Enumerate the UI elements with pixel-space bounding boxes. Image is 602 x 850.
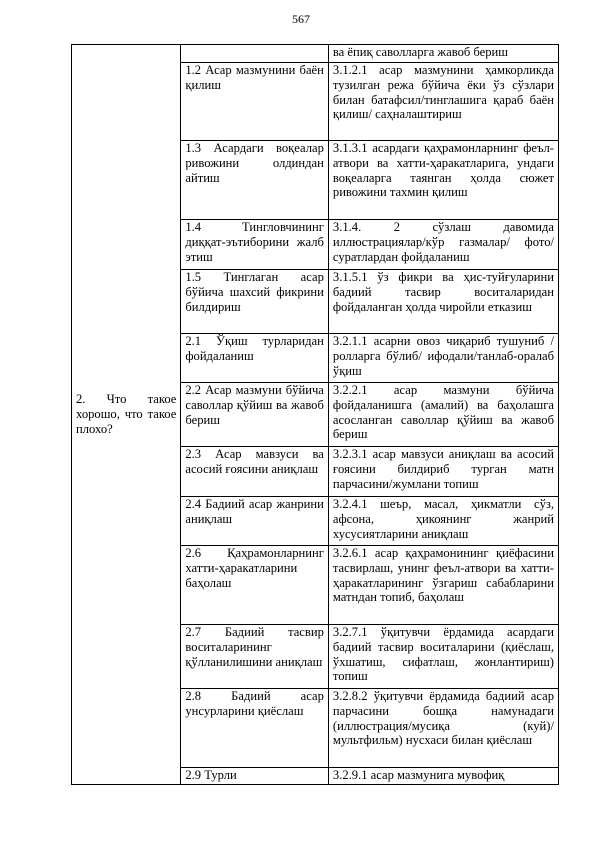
content-text: 3.1.3.1 асардаги қаҳрамонларнинг феъл-атвори ва хатти-ҳаракатларига, ундаги воқеаларга таянган ҳолда сюжет ривожини тахмин қилиш xyxy=(332,141,554,200)
content-cell xyxy=(328,447,558,497)
content-text: 3.2.2.1 асар мазмуни бўйича фойдаланишга (амалий) ва баҳолашга асосланган саволлар қўйиш ва жавоб бериш xyxy=(332,383,554,442)
goal-cell xyxy=(181,383,329,447)
content-text: ва ёпиқ саволларга жавоб бериш xyxy=(332,45,508,59)
content-cell xyxy=(328,141,558,220)
section-title: 2. Что такое хорошо, что такое плохо? xyxy=(76,392,177,436)
content-cell xyxy=(328,497,558,546)
content-text: 3.2.3.1 асар мавзуси аниқлаш ва асосий ғоясини билдириб турган матн парчасини/жумлани топиш xyxy=(332,447,554,491)
goal-cell xyxy=(181,45,329,63)
content-text: 3.2.6.1 асар қаҳрамонининг қиёфасини тасвирлаш, унинг феъл-атвори ва хатти-ҳаракатларининг ўзгариш сабабларини матндан топиб, баҳолаш xyxy=(332,546,554,605)
goal-text: 1.3 Асардаги воқеалар ривожини олдиндан айтиш xyxy=(185,141,324,185)
section-cell xyxy=(72,45,181,785)
content-text: 3.2.9.1 асар мазмунига мувофиқ xyxy=(332,768,505,782)
content-text: 3.1.4. 2 сўзлаш давомида иллюстрациялар/кўр газмалар/ фото/суратлардан фойдаланиш xyxy=(332,220,554,264)
goal-text: 1.5 Тинглаган асар бўйича шахсий фикрини билдириш xyxy=(185,270,324,314)
goal-text: 2.3 Асар мавзуси ва асосий ғоясини аниқлаш xyxy=(185,447,324,476)
content-cell xyxy=(328,768,558,785)
goal-cell xyxy=(181,63,329,141)
goal-text: 2.8 Бадиий асар унсурларини қиёслаш xyxy=(185,689,324,718)
goal-cell xyxy=(181,625,329,689)
content-text: 3.1.5.1 ўз фикри ва ҳис-туйғуларини бадиий тасвир воситаларидан фойдаланган ҳолда чиройли етказиш xyxy=(332,270,554,314)
goal-cell xyxy=(181,220,329,270)
goal-cell xyxy=(181,270,329,334)
content-cell xyxy=(328,546,558,625)
content-cell xyxy=(328,334,558,383)
goal-text: 2.7 Бадиий тасвир воситаларининг қўлланилишини аниқлаш xyxy=(185,625,324,669)
goal-text: 2.4 Бадиий асар жанрини аниқлаш xyxy=(185,497,324,526)
goal-cell xyxy=(181,768,329,785)
goal-text: 2.1 Ўқиш турларидан фойдаланиш xyxy=(185,334,324,363)
page-number: 567 xyxy=(292,12,310,26)
goal-text: 2.9 Турли xyxy=(185,768,237,782)
goal-cell xyxy=(181,334,329,383)
content-cell xyxy=(328,270,558,334)
content-text: 3.2.8.2 ўқитувчи ёрдамида бадиий асар парчасини бошқа намунадаги (иллюстрация/мусиқа (куй)/ мультфильм) нусхаси билан қиёслаш xyxy=(332,689,554,748)
goal-text: 1.4 Тингловчининг диққат-эътиборини жалб этиш xyxy=(185,220,324,264)
goal-text: 2.6 Қаҳрамонларнинг хатти-ҳаракатларини баҳолаш xyxy=(185,546,324,590)
content-text: 3.1.2.1 асар мазмунини ҳамкорликда тузилган режа бўйича ёки ўз сўзлари билан батафсил/тинглашига қараб баён қилиш/ саҳналаштириш xyxy=(332,63,554,122)
content-cell xyxy=(328,45,558,63)
content-cell xyxy=(328,383,558,447)
content-cell xyxy=(328,220,558,270)
content-cell xyxy=(328,689,558,768)
goal-cell xyxy=(181,141,329,220)
goal-cell xyxy=(181,689,329,768)
curriculum-table xyxy=(71,44,559,785)
goal-text: 2.2 Асар мазмуни бўйича саволлар қўйиш ва жавоб бериш xyxy=(185,383,324,427)
content-cell xyxy=(328,625,558,689)
content-text: 3.2.1.1 асарни овоз чиқариб тушуниб / ролларга бўлиб/ ифодали/танлаб-оралаб ўқиш xyxy=(332,334,554,378)
goal-text: 1.2 Асар мазмунини баён қилиш xyxy=(185,63,324,92)
content-text: 3.2.7.1 ўқитувчи ёрдамида асардаги бадиий тасвир воситаларини (қиёслаш, ўхшатиш, сифатлаш, жонлантириш) топиш xyxy=(332,625,554,684)
goal-cell xyxy=(181,447,329,497)
goal-cell xyxy=(181,497,329,546)
content-cell xyxy=(328,63,558,141)
goal-cell xyxy=(181,546,329,625)
table-row xyxy=(72,45,559,63)
content-text: 3.2.4.1 шеър, масал, ҳикматли сўз, афсона, ҳикоянинг жанрий хусусиятларини аниқлаш xyxy=(332,497,554,541)
